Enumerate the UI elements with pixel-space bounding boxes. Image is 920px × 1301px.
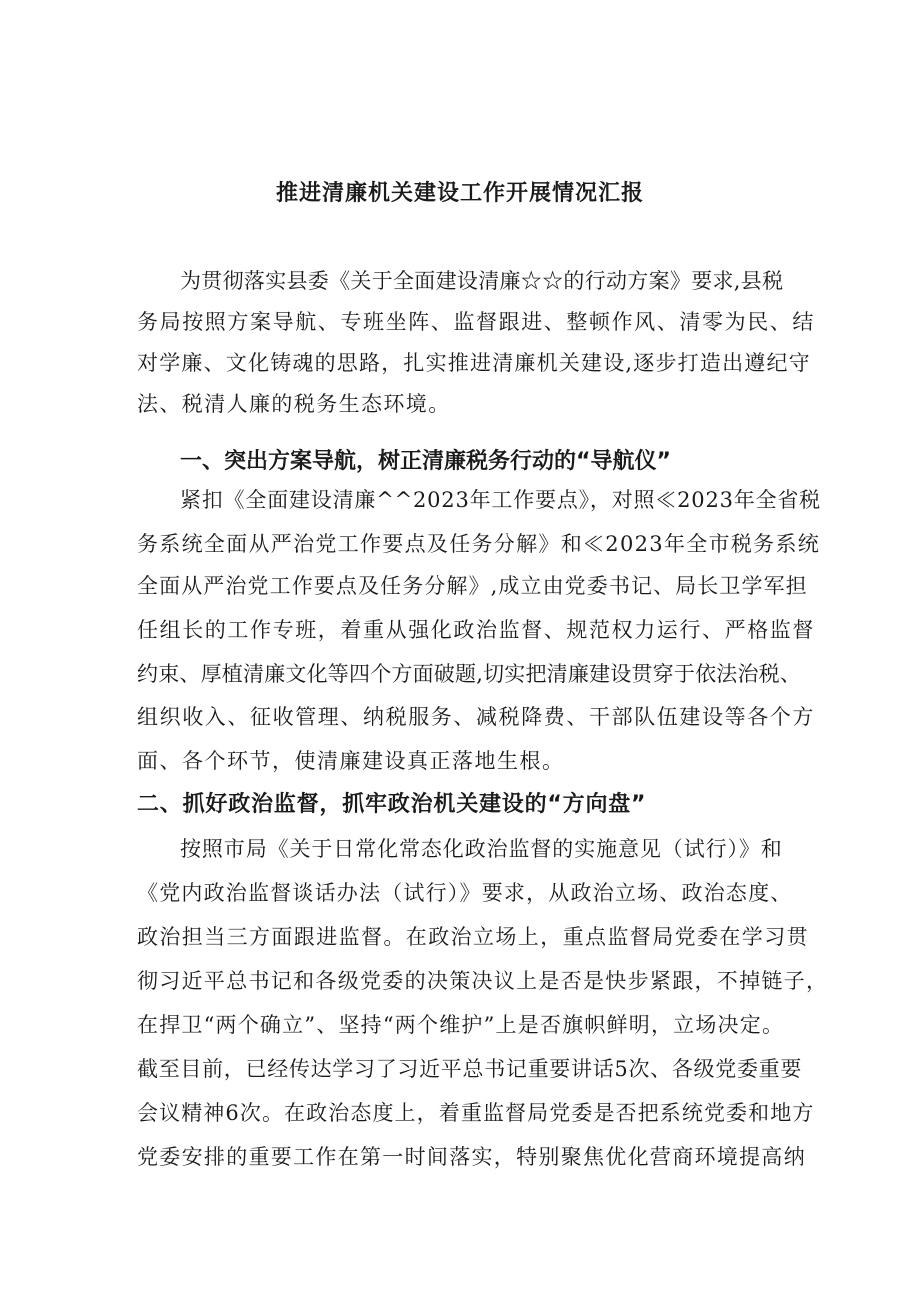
section1-line: 全面从严治党工作要点及任务分解》,成立由党委书记、局长卫学军担: [137, 574, 808, 598]
section1-line: 面、各个环节，使清廉建设真正落地生根。: [137, 749, 565, 773]
section1-line: 约束、厚植清廉文化等四个方面破题,切实把清廉建设贯穿于依法治税、: [137, 662, 802, 686]
section2-line: 彻习近平总书记和各级党委的决策决议上是否是快步紧跟，不掉链子，: [137, 969, 829, 993]
section1-line: 任组长的工作专班，着重从强化政治监督、规范权力运行、严格监督: [137, 618, 815, 642]
section1-line: 务系统全面从严治党工作要点及任务分解》和≪2023年全市税务系统: [137, 532, 821, 556]
intro-line: 对学廉、文化铸魂的思路，扎实推进清廉机关建设,逐步打造出遵纪守: [137, 351, 811, 375]
section2-line: 按照市局《关于日常化常态化政治监督的实施意见（试行）》和: [180, 837, 783, 861]
section1-line: 紧扣《全面建设清廉^^2023年工作要点》，对照≪2023年全省税: [180, 488, 821, 512]
section-heading-2: 二、抓好政治监督，抓牢政治机关建设的“方向盘”: [137, 792, 647, 817]
section2-line: 党委安排的重要工作在第一时间落实，特别聚焦优化营商环境提高纳: [137, 1145, 806, 1169]
intro-line: 为贯彻落实县委《关于全面建设清廉☆☆的行动方案》要求,县税: [180, 269, 784, 293]
intro-line: 法、税清人廉的税务生态环境。: [137, 392, 451, 416]
section-heading-1: 一、突出方案导航，树正清廉税务行动的“导航仪”: [180, 449, 671, 474]
document-title: 推进清廉机关建设工作开展情况汇报: [275, 181, 644, 206]
section1-line: 组织收入、征收管理、纳税服务、减税降费、干部队伍建设等各个方: [137, 705, 815, 729]
section2-line: 在捍卫“两个确立”、坚持“两个维护”上是否旗帜鲜明，立场决定。: [137, 1013, 785, 1037]
section2-line: 截至目前，已经传达学习了习近平总书记重要讲话5次、各级党委重要: [137, 1057, 803, 1081]
section2-line: 《党内政治监督谈话办法（试行）》要求，从政治立场、政治态度、: [137, 881, 793, 905]
section2-line: 会议精神6次。在政治态度上，着重监督局党委是否把系统党委和地方: [137, 1101, 815, 1125]
section2-line: 政治担当三方面跟进监督。在政治立场上，重点监督局党委在学习贯: [137, 925, 809, 949]
intro-line: 务局按照方案导航、专班坐阵、监督跟进、整顿作风、清零为民、结: [137, 310, 815, 334]
